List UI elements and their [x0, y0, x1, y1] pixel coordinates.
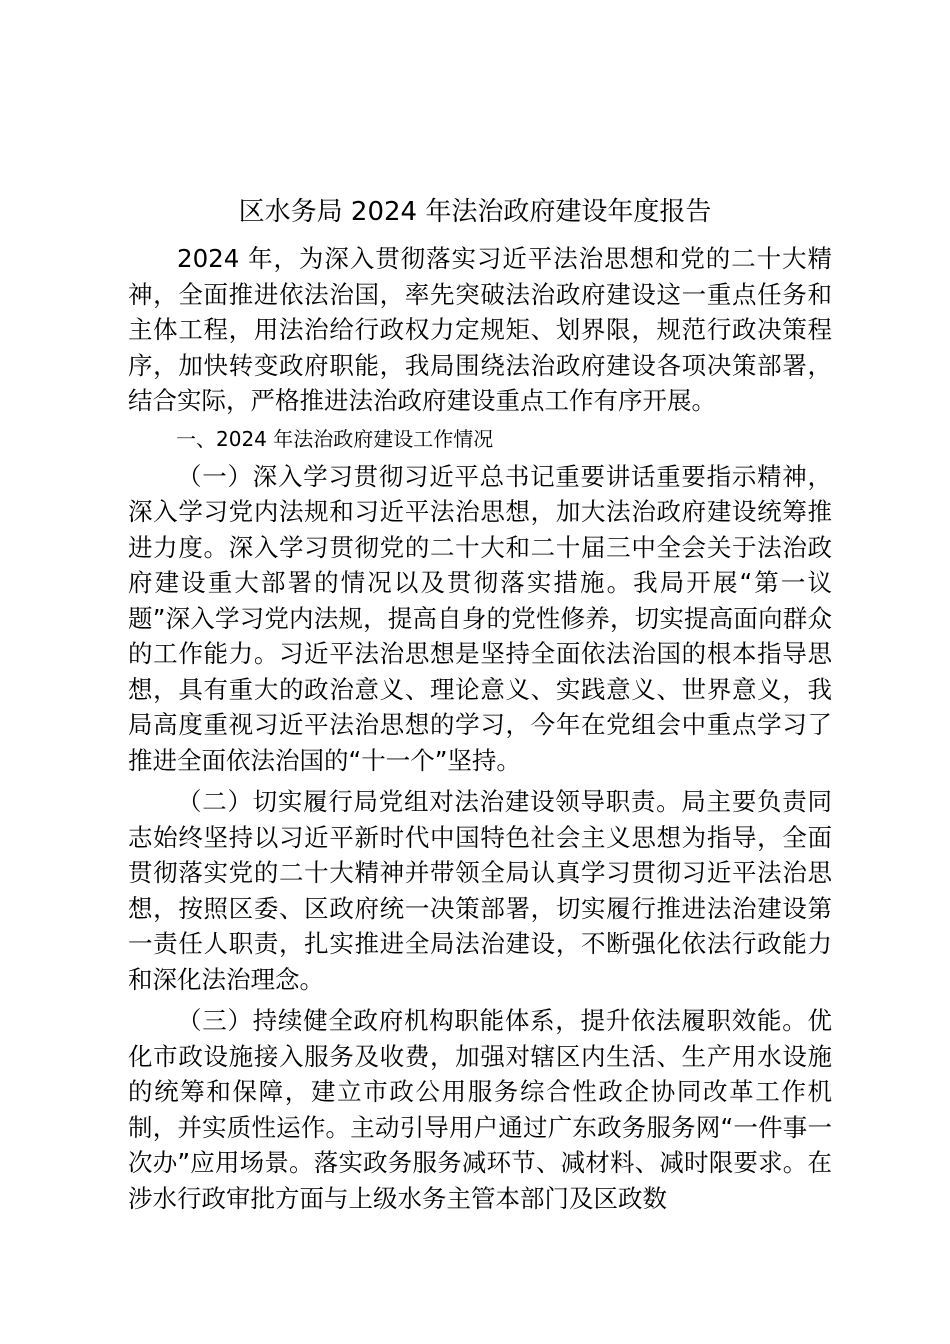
paragraph-1: （一）深入学习贯彻习近平总书记重要讲话重要指示精神，深入学习党内法规和习近平法治思想，加大法治政府建设统筹推进力度。深入学习贯彻党的二十大和二十届三中全会关于法治政府建设重大部署的情况以及贯彻落实措施。我局开展“第一议题”深入学习党内法规，提高自身的党性修养，切实提高面向群众的工作能力。习近平法治思想是坚持全面依法治国的根本指导思想，具有重大的政治意义、理论意义、实践意义、世界意义，我局高度重视习近平法治思想的学习，今年在党组会中重点学习了推进全面依法治国的“十一个”坚持。	[128, 461, 832, 775]
paragraph-3: （三）持续健全政府机构职能体系，提升依法履职效能。优化市政设施接入服务及收费，加强对辖区内生活、生产用水设施的统筹和保障，建立市政公用服务综合性政企协同改革工作机制，并实质性运作。主动引导用户通过广东政务服务网“一件事一次办”应用场景。落实政务服务减环节、减材料、减时限要求。在涉水行政审批方面与上级水务主管本部门及区政数	[128, 1006, 832, 1213]
document-body	[128, 241, 832, 1216]
intro-paragraph: 2024 年，为深入贯彻落实习近平法治思想和党的二十大精神，全面推进依法治国，率先突破法治政府建设这一重点任务和主体工程，用法治给行政权力定规矩、划界限，规范行政决策程序，加快转变政府职能，我局围绕法治政府建设各项决策部署，结合实际，严格推进法治政府建设重点工作有序开展。	[128, 244, 832, 415]
paragraph-2: （二）切实履行局党组对法治建设领导职责。局主要负责同志始终坚持以习近平新时代中国特色社会主义思想为指导，全面贯彻落实党的二十大精神并带领全局认真学习贯彻习近平法治思想，按照区委、区政府统一决策部署，切实履行推进法治建设第一责任人职责，扎实推进全局法治建设，不断强化依法行政能力和深化法治理念。	[128, 787, 832, 994]
document-title: 区水务局 2024 年法治政府建设年度报告	[238, 197, 712, 227]
section-heading-1: 一、2024 年法治政府建设工作情况	[176, 426, 494, 451]
